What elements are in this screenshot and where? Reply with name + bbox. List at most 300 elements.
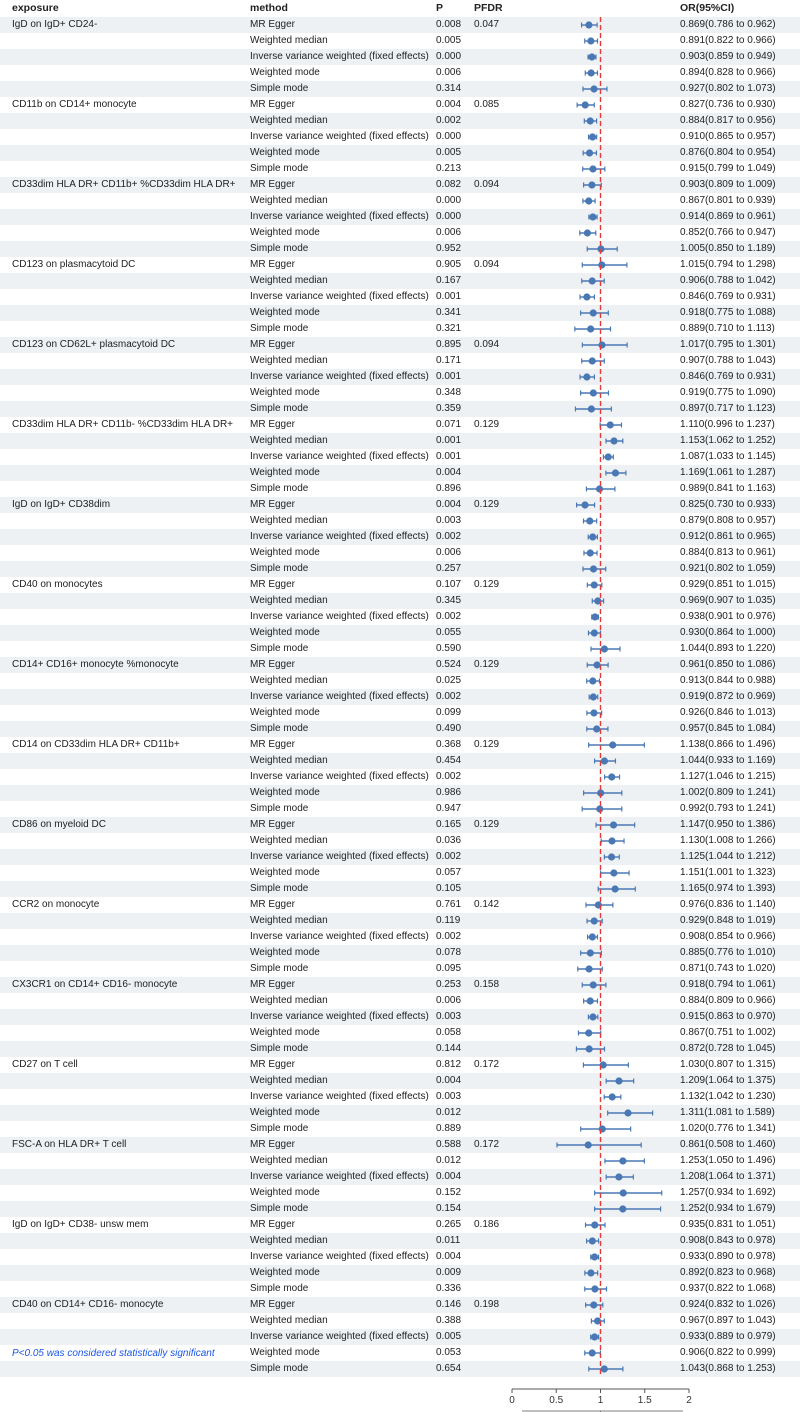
table-row: [0, 241, 800, 257]
p-value-cell: 0.171: [436, 355, 462, 366]
exposure-cell: CX3CR1 on CD14+ CD16- monocyte: [12, 979, 178, 990]
pfdr-cell: 0.129: [474, 659, 500, 670]
method-cell: Weighted mode: [250, 1267, 320, 1278]
or-ci-cell: 0.906(0.822 to 0.999): [680, 1347, 776, 1358]
p-value-cell: 0.359: [436, 403, 462, 414]
p-value-cell: 0.001: [436, 371, 462, 382]
p-value-cell: 0.012: [436, 1107, 462, 1118]
exposure-cell: CD27 on T cell: [12, 1059, 78, 1070]
or-ci-cell: 0.926(0.846 to 1.013): [680, 707, 776, 718]
or-ci-cell: 0.869(0.786 to 0.962): [680, 19, 776, 30]
exposure-cell: CD123 on CD62L+ plasmacytoid DC: [12, 339, 176, 350]
table-row: [0, 209, 800, 225]
exposure-cell: CD33dim HLA DR+ CD11b+ %CD33dim HLA DR+: [12, 179, 236, 190]
p-value-cell: 0.146: [436, 1299, 462, 1310]
table-row: [0, 657, 800, 673]
table-row: [0, 81, 800, 97]
header-exposure: exposure: [12, 2, 59, 14]
pfdr-cell: 0.142: [474, 899, 500, 910]
or-ci-cell: 0.938(0.901 to 0.976): [680, 611, 776, 622]
p-value-cell: 0.006: [436, 67, 462, 78]
p-value-cell: 0.082: [436, 179, 462, 190]
method-cell: MR Egger: [250, 1059, 296, 1070]
or-ci-cell: 0.884(0.813 to 0.961): [680, 547, 776, 558]
p-value-cell: 0.265: [436, 1219, 462, 1230]
method-cell: Simple mode: [250, 403, 309, 414]
method-cell: Inverse variance weighted (fixed effects): [250, 51, 429, 62]
pfdr-cell: 0.198: [474, 1299, 500, 1310]
table-row: [0, 1185, 800, 1201]
p-value-cell: 0.006: [436, 995, 462, 1006]
method-cell: Weighted mode: [250, 147, 320, 158]
p-value-cell: 0.986: [436, 787, 462, 798]
or-ci-cell: 0.927(0.802 to 1.073): [680, 83, 776, 94]
table-row: [0, 401, 800, 417]
table-row: [0, 673, 800, 689]
p-value-cell: 0.071: [436, 419, 462, 430]
table-row: [0, 593, 800, 609]
p-value-cell: 0.002: [436, 531, 462, 542]
method-cell: MR Egger: [250, 739, 296, 750]
method-cell: Inverse variance weighted (fixed effects): [250, 931, 429, 942]
header-pfdr: PFDR: [474, 2, 503, 14]
x-tick-label: 1: [597, 1395, 604, 1406]
p-value-cell: 0.053: [436, 1347, 462, 1358]
table-row: [0, 561, 800, 577]
table-row: [0, 1169, 800, 1185]
method-cell: Weighted median: [250, 435, 328, 446]
or-ci-cell: 1.311(1.081 to 1.589): [680, 1107, 775, 1118]
method-cell: Inverse variance weighted (fixed effects): [250, 611, 429, 622]
or-ci-cell: 1.127(1.046 to 1.215): [680, 771, 776, 782]
or-ci-cell: 0.957(0.845 to 1.084): [680, 723, 776, 734]
p-value-cell: 0.000: [436, 51, 462, 62]
or-ci-cell: 0.913(0.844 to 0.988): [680, 675, 776, 686]
p-value-cell: 0.004: [436, 467, 462, 478]
table-row: [0, 513, 800, 529]
p-value-cell: 0.036: [436, 835, 462, 846]
p-value-cell: 0.152: [436, 1187, 462, 1198]
method-cell: MR Egger: [250, 979, 296, 990]
p-value-cell: 0.011: [436, 1235, 461, 1246]
p-value-cell: 0.005: [436, 147, 462, 158]
p-value-cell: 0.006: [436, 547, 462, 558]
method-cell: Weighted mode: [250, 467, 320, 478]
table-row: [0, 449, 800, 465]
table-row: [0, 993, 800, 1009]
method-cell: Weighted mode: [250, 387, 320, 398]
or-ci-cell: 0.879(0.808 to 0.957): [680, 515, 776, 526]
or-ci-cell: 0.976(0.836 to 1.140): [680, 899, 776, 910]
p-value-cell: 0.009: [436, 1267, 462, 1278]
or-ci-cell: 0.992(0.793 to 1.241): [680, 803, 776, 814]
or-ci-cell: 1.208(1.064 to 1.371): [680, 1171, 776, 1182]
table-row: [0, 113, 800, 129]
or-ci-cell: 0.989(0.841 to 1.163): [680, 483, 776, 494]
or-ci-cell: 1.017(0.795 to 1.301): [680, 339, 776, 350]
or-ci-cell: 0.915(0.799 to 1.049): [680, 163, 776, 174]
pfdr-cell: 0.129: [474, 419, 500, 430]
method-cell: Inverse variance weighted (fixed effects): [250, 1171, 429, 1182]
p-value-cell: 0.348: [436, 387, 462, 398]
method-cell: Weighted mode: [250, 1347, 320, 1358]
pfdr-cell: 0.094: [474, 259, 500, 270]
table-row: [0, 753, 800, 769]
table-row: [0, 129, 800, 145]
p-value-cell: 0.078: [436, 947, 462, 958]
p-value-cell: 0.002: [436, 851, 462, 862]
method-cell: Inverse variance weighted (fixed effects): [250, 771, 429, 782]
table-row: [0, 369, 800, 385]
table-row: [0, 1249, 800, 1265]
or-ci-cell: 0.915(0.863 to 0.970): [680, 1011, 776, 1022]
exposure-cell: CD40 on monocytes: [12, 579, 103, 590]
p-value-cell: 0.002: [436, 691, 462, 702]
table-row: [0, 785, 800, 801]
table-row: [0, 1153, 800, 1169]
p-value-cell: 0.057: [436, 867, 462, 878]
p-value-cell: 0.000: [436, 195, 462, 206]
p-value-cell: 0.107: [436, 579, 462, 590]
table-row: [0, 273, 800, 289]
table-row: [0, 1009, 800, 1025]
method-cell: Weighted median: [250, 355, 328, 366]
method-cell: MR Egger: [250, 899, 296, 910]
or-ci-cell: 0.867(0.801 to 0.939): [680, 195, 776, 206]
pfdr-cell: 0.094: [474, 339, 500, 350]
method-cell: Inverse variance weighted (fixed effects): [250, 1331, 429, 1342]
method-cell: Inverse variance weighted (fixed effects): [250, 211, 429, 222]
method-cell: MR Egger: [250, 499, 296, 510]
p-value-cell: 0.154: [436, 1203, 462, 1214]
method-cell: Simple mode: [250, 723, 309, 734]
or-ci-cell: 0.897(0.717 to 1.123): [680, 403, 776, 414]
method-cell: MR Egger: [250, 1139, 296, 1150]
or-ci-cell: 0.891(0.822 to 0.966): [680, 35, 776, 46]
or-ci-cell: 0.825(0.730 to 0.933): [680, 499, 776, 510]
header-method: method: [250, 2, 288, 14]
p-value-cell: 0.144: [436, 1043, 462, 1054]
table-row: [0, 529, 800, 545]
p-value-cell: 0.058: [436, 1027, 462, 1038]
exposure-cell: CD14 on CD33dim HLA DR+ CD11b+: [12, 739, 180, 750]
or-ci-cell: 0.894(0.828 to 0.966): [680, 67, 776, 78]
table-row: [0, 97, 800, 113]
table-row: [0, 385, 800, 401]
p-value-cell: 0.454: [436, 755, 462, 766]
or-ci-cell: 0.918(0.794 to 1.061): [680, 979, 776, 990]
pfdr-cell: 0.129: [474, 499, 500, 510]
method-cell: MR Egger: [250, 99, 296, 110]
or-ci-cell: 1.015(0.794 to 1.298): [680, 259, 776, 270]
or-ci-cell: 1.138(0.866 to 1.496): [680, 739, 776, 750]
or-ci-cell: 0.876(0.804 to 0.954): [680, 147, 776, 158]
x-tick-label: 0.5: [549, 1395, 564, 1406]
p-value-cell: 0.947: [436, 803, 462, 814]
p-value-cell: 0.952: [436, 243, 462, 254]
or-ci-cell: 0.861(0.508 to 1.460): [680, 1139, 776, 1150]
significance-note: P<0.05 was considered statistically significant: [12, 1348, 215, 1359]
p-value-cell: 0.000: [436, 131, 462, 142]
table-row: [0, 289, 800, 305]
table-row: [0, 1105, 800, 1121]
p-value-cell: 0.812: [436, 1059, 462, 1070]
or-ci-cell: 1.147(0.950 to 1.386): [680, 819, 776, 830]
table-row: [0, 177, 800, 193]
exposure-cell: CCR2 on monocyte: [12, 899, 100, 910]
or-ci-cell: 0.908(0.854 to 0.966): [680, 931, 776, 942]
method-cell: Simple mode: [250, 643, 309, 654]
p-value-cell: 0.002: [436, 611, 462, 622]
or-ci-cell: 1.132(1.042 to 1.230): [680, 1091, 776, 1102]
table-row: [0, 481, 800, 497]
p-value-cell: 0.006: [436, 227, 462, 238]
p-value-cell: 0.005: [436, 1331, 462, 1342]
table-row: [0, 545, 800, 561]
or-ci-cell: 0.846(0.769 to 0.931): [680, 291, 776, 302]
table-row: [0, 817, 800, 833]
or-ci-cell: 1.030(0.807 to 1.315): [680, 1059, 776, 1070]
method-cell: MR Egger: [250, 419, 296, 430]
table-row: [0, 641, 800, 657]
p-value-cell: 0.001: [436, 451, 462, 462]
or-ci-cell: 0.937(0.822 to 1.068): [680, 1283, 776, 1294]
table-row: [0, 65, 800, 81]
table-row: [0, 929, 800, 945]
table-header: [0, 0, 800, 17]
method-cell: Inverse variance weighted (fixed effects): [250, 131, 429, 142]
or-ci-cell: 0.914(0.869 to 0.961): [680, 211, 776, 222]
method-cell: MR Egger: [250, 19, 296, 30]
method-cell: Simple mode: [250, 1203, 309, 1214]
table-row: [0, 977, 800, 993]
table-row: [0, 465, 800, 481]
table-row: [0, 865, 800, 881]
table-row: [0, 1265, 800, 1281]
method-cell: Weighted mode: [250, 547, 320, 558]
table-row: [0, 161, 800, 177]
method-cell: MR Egger: [250, 179, 296, 190]
or-ci-cell: 1.130(1.008 to 1.266): [680, 835, 776, 846]
p-value-cell: 0.368: [436, 739, 462, 750]
method-cell: Weighted median: [250, 755, 328, 766]
exposure-cell: IgD on IgD+ CD24-: [12, 19, 98, 30]
table-row: [0, 497, 800, 513]
pfdr-cell: 0.129: [474, 739, 500, 750]
table-row: [0, 337, 800, 353]
or-ci-cell: 1.169(1.061 to 1.287): [680, 467, 776, 478]
x-tick-label: 2: [686, 1395, 692, 1406]
p-value-cell: 0.761: [436, 899, 462, 910]
p-value-cell: 0.012: [436, 1155, 462, 1166]
method-cell: Inverse variance weighted (fixed effects): [250, 1091, 429, 1102]
method-cell: Weighted mode: [250, 1107, 320, 1118]
table-row: [0, 689, 800, 705]
p-value-cell: 0.002: [436, 931, 462, 942]
table-row: [0, 1057, 800, 1073]
method-cell: Weighted mode: [250, 307, 320, 318]
x-tick-label: 0: [509, 1395, 515, 1406]
method-cell: Weighted median: [250, 1315, 328, 1326]
or-ci-cell: 0.935(0.831 to 1.051): [680, 1219, 776, 1230]
method-cell: Weighted mode: [250, 67, 320, 78]
table-row: [0, 257, 800, 273]
p-value-cell: 0.905: [436, 259, 462, 270]
method-cell: Simple mode: [250, 963, 309, 974]
or-ci-cell: 1.257(0.934 to 1.692): [680, 1187, 776, 1198]
method-cell: Weighted median: [250, 835, 328, 846]
or-ci-cell: 1.043(0.868 to 1.253): [680, 1363, 776, 1374]
method-cell: MR Egger: [250, 659, 296, 670]
or-ci-cell: 1.005(0.850 to 1.189): [680, 243, 776, 254]
pfdr-cell: 0.172: [474, 1139, 500, 1150]
table-row: [0, 225, 800, 241]
table-row: [0, 33, 800, 49]
table-row: [0, 609, 800, 625]
or-ci-cell: 1.153(1.062 to 1.252): [680, 435, 776, 446]
p-value-cell: 0.388: [436, 1315, 462, 1326]
method-cell: MR Egger: [250, 1219, 296, 1230]
table-row: [0, 913, 800, 929]
or-ci-cell: 0.921(0.802 to 1.059): [680, 563, 776, 574]
method-cell: Simple mode: [250, 1283, 309, 1294]
method-cell: Weighted mode: [250, 1027, 320, 1038]
method-cell: Simple mode: [250, 323, 309, 334]
exposure-cell: CD11b on CD14+ monocyte: [12, 99, 137, 110]
p-value-cell: 0.003: [436, 515, 462, 526]
p-value-cell: 0.213: [436, 163, 462, 174]
method-cell: Simple mode: [250, 1363, 309, 1374]
method-cell: Weighted median: [250, 1075, 328, 1086]
method-cell: Simple mode: [250, 243, 309, 254]
pfdr-cell: 0.186: [474, 1219, 500, 1230]
p-value-cell: 0.005: [436, 35, 462, 46]
table-row: [0, 145, 800, 161]
p-value-cell: 0.590: [436, 643, 462, 654]
exposure-cell: CD14+ CD16+ monocyte %monocyte: [12, 659, 179, 670]
table-row: [0, 737, 800, 753]
table-row: [0, 1121, 800, 1137]
method-cell: Weighted mode: [250, 867, 320, 878]
or-ci-cell: 1.209(1.064 to 1.375): [680, 1075, 776, 1086]
method-cell: Simple mode: [250, 483, 309, 494]
method-cell: Weighted mode: [250, 1187, 320, 1198]
pfdr-cell: 0.129: [474, 819, 500, 830]
method-cell: Weighted median: [250, 195, 328, 206]
or-ci-cell: 1.044(0.893 to 1.220): [680, 643, 776, 654]
method-cell: Weighted mode: [250, 227, 320, 238]
method-cell: Weighted mode: [250, 707, 320, 718]
or-ci-cell: 1.125(1.044 to 1.212): [680, 851, 776, 862]
p-value-cell: 0.099: [436, 707, 462, 718]
table-row: [0, 705, 800, 721]
p-value-cell: 0.895: [436, 339, 462, 350]
p-value-cell: 0.105: [436, 883, 462, 894]
p-value-cell: 0.341: [436, 307, 462, 318]
method-cell: Simple mode: [250, 83, 309, 94]
method-cell: Weighted median: [250, 1235, 328, 1246]
p-value-cell: 0.588: [436, 1139, 462, 1150]
or-ci-cell: 0.884(0.809 to 0.966): [680, 995, 776, 1006]
pfdr-cell: 0.172: [474, 1059, 500, 1070]
or-ci-cell: 0.906(0.788 to 1.042): [680, 275, 776, 286]
method-cell: Simple mode: [250, 883, 309, 894]
header-p: P: [436, 2, 444, 14]
p-value-cell: 0.896: [436, 483, 462, 494]
or-ci-cell: 0.871(0.743 to 1.020): [680, 963, 776, 974]
or-ci-cell: 0.929(0.848 to 1.019): [680, 915, 776, 926]
p-value-cell: 0.004: [436, 1075, 462, 1086]
method-cell: Weighted mode: [250, 787, 320, 798]
table-row: [0, 321, 800, 337]
or-ci-cell: 0.933(0.889 to 0.979): [680, 1331, 776, 1342]
or-ci-cell: 1.110(0.996 to 1.237): [680, 419, 775, 430]
method-cell: Weighted median: [250, 595, 328, 606]
or-ci-cell: 0.933(0.890 to 0.978): [680, 1251, 776, 1262]
or-ci-cell: 0.846(0.769 to 0.931): [680, 371, 776, 382]
p-value-cell: 0.025: [436, 675, 462, 686]
method-cell: Weighted mode: [250, 947, 320, 958]
table-row: [0, 1041, 800, 1057]
table-row: [0, 1073, 800, 1089]
table-row: [0, 417, 800, 433]
method-cell: Inverse variance weighted (fixed effects): [250, 851, 429, 862]
or-ci-cell: 0.867(0.751 to 1.002): [680, 1027, 776, 1038]
or-ci-cell: 0.885(0.776 to 1.010): [680, 947, 776, 958]
method-cell: Simple mode: [250, 1043, 309, 1054]
table-row: [0, 1137, 800, 1153]
method-cell: MR Egger: [250, 259, 296, 270]
or-ci-cell: 0.903(0.809 to 1.009): [680, 179, 776, 190]
method-cell: Weighted mode: [250, 627, 320, 638]
p-value-cell: 0.002: [436, 115, 462, 126]
or-ci-cell: 1.151(1.001 to 1.323): [680, 867, 776, 878]
p-value-cell: 0.253: [436, 979, 462, 990]
p-value-cell: 0.654: [436, 1363, 462, 1374]
p-value-cell: 0.490: [436, 723, 462, 734]
table-row: [0, 897, 800, 913]
or-ci-cell: 0.903(0.859 to 0.949): [680, 51, 776, 62]
or-ci-cell: 0.930(0.864 to 1.000): [680, 627, 776, 638]
table-row: [0, 1329, 800, 1345]
method-cell: Weighted median: [250, 995, 328, 1006]
method-cell: Inverse variance weighted (fixed effects): [250, 1251, 429, 1262]
or-ci-cell: 0.969(0.907 to 1.035): [680, 595, 776, 606]
table-row: [0, 17, 800, 33]
p-value-cell: 0.000: [436, 211, 462, 222]
or-ci-cell: 0.892(0.823 to 0.968): [680, 1267, 776, 1278]
or-ci-cell: 0.884(0.817 to 0.956): [680, 115, 776, 126]
method-cell: Weighted median: [250, 675, 328, 686]
p-value-cell: 0.004: [436, 1171, 462, 1182]
table-row: [0, 1297, 800, 1313]
method-cell: MR Egger: [250, 819, 296, 830]
method-cell: Weighted median: [250, 275, 328, 286]
method-cell: MR Egger: [250, 339, 296, 350]
or-ci-cell: 0.929(0.851 to 1.015): [680, 579, 776, 590]
table-row: [0, 1361, 800, 1377]
exposure-cell: CD40 on CD14+ CD16- monocyte: [12, 1299, 164, 1310]
p-value-cell: 0.345: [436, 595, 462, 606]
method-cell: Weighted median: [250, 1155, 328, 1166]
pfdr-cell: 0.085: [474, 99, 500, 110]
p-value-cell: 0.321: [436, 323, 462, 334]
table-row: [0, 1201, 800, 1217]
exposure-cell: IgD on IgD+ CD38- unsw mem: [12, 1219, 149, 1230]
p-value-cell: 0.257: [436, 563, 462, 574]
p-value-cell: 0.524: [436, 659, 462, 670]
exposure-cell: CD86 on myeloid DC: [12, 819, 106, 830]
